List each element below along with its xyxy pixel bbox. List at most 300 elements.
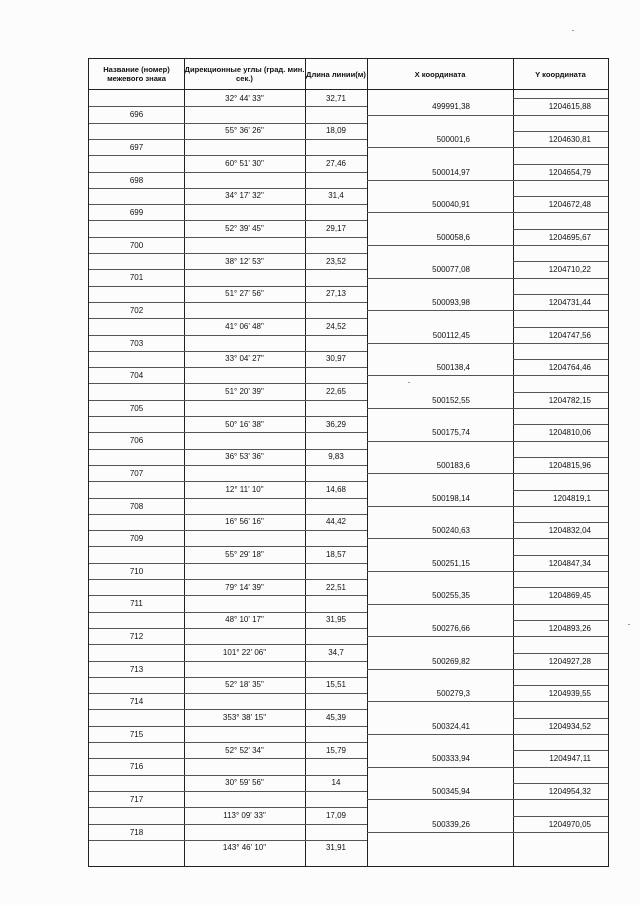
row-divider xyxy=(184,367,305,368)
point-name: 705 xyxy=(129,403,144,413)
point-name: 707 xyxy=(129,468,144,478)
segment-length: 32,71 xyxy=(325,93,347,103)
row-divider xyxy=(184,400,305,401)
row-divider xyxy=(305,693,367,694)
segment-length: 24,52 xyxy=(325,321,347,331)
row-divider xyxy=(513,359,608,360)
segment-length: 34,7 xyxy=(328,647,344,657)
row-divider xyxy=(305,123,367,124)
row-divider xyxy=(184,432,305,433)
row-divider xyxy=(184,106,305,107)
row-divider xyxy=(184,612,305,613)
row-divider xyxy=(367,245,608,246)
point-x: 500324,41 xyxy=(432,721,470,731)
row-divider xyxy=(184,579,305,580)
row-divider xyxy=(367,701,608,702)
point-name: 718 xyxy=(129,827,144,837)
row-divider xyxy=(305,237,367,238)
row-divider xyxy=(184,824,305,825)
row-divider xyxy=(513,261,608,262)
header-y xyxy=(513,59,608,90)
row-divider xyxy=(184,644,305,645)
row-divider xyxy=(513,718,608,719)
point-name: 701 xyxy=(129,273,144,283)
row-divider xyxy=(305,742,367,743)
row-divider xyxy=(89,237,184,238)
row-divider xyxy=(184,383,305,384)
point-name: 702 xyxy=(129,305,144,315)
segment-angle: 51° 27' 56" xyxy=(225,289,264,299)
row-divider xyxy=(305,530,367,531)
segment-angle: 50° 16' 38" xyxy=(225,419,264,429)
point-x: 500040,91 xyxy=(432,200,470,210)
row-divider xyxy=(184,530,305,531)
point-name: 709 xyxy=(129,534,144,544)
point-x: 500333,94 xyxy=(432,754,470,764)
row-divider xyxy=(367,375,608,376)
segment-length: 22,51 xyxy=(325,582,347,592)
row-divider xyxy=(184,269,305,270)
row-divider xyxy=(513,685,608,686)
row-divider xyxy=(89,775,184,776)
row-divider xyxy=(367,832,608,833)
row-divider xyxy=(305,302,367,303)
segment-length: 14 xyxy=(331,778,341,788)
point-y: 1204927,28 xyxy=(548,656,591,666)
scan-speck xyxy=(572,30,574,31)
row-divider xyxy=(367,115,608,116)
point-y: 1204710,22 xyxy=(548,265,591,275)
point-name: 699 xyxy=(129,208,144,218)
segment-length: 44,42 xyxy=(325,517,347,527)
point-y: 1204847,34 xyxy=(548,558,591,568)
row-divider xyxy=(305,563,367,564)
row-divider xyxy=(305,677,367,678)
segment-angle: 51° 20' 39" xyxy=(225,386,264,396)
row-divider xyxy=(513,392,608,393)
row-divider xyxy=(184,661,305,662)
row-divider xyxy=(305,286,367,287)
row-divider xyxy=(89,726,184,727)
point-y: 1204970,05 xyxy=(548,819,591,829)
segment-length: 27,13 xyxy=(325,289,347,299)
point-y: 1204819,1 xyxy=(553,493,591,503)
row-divider xyxy=(367,473,608,474)
row-divider xyxy=(184,449,305,450)
row-divider xyxy=(367,278,608,279)
row-divider xyxy=(305,498,367,499)
row-divider xyxy=(305,661,367,662)
row-divider xyxy=(89,400,184,401)
row-divider xyxy=(89,530,184,531)
point-y: 1204695,67 xyxy=(548,232,591,242)
row-divider xyxy=(184,123,305,124)
point-y: 1204893,26 xyxy=(548,623,591,633)
segment-angle: 79° 14' 39" xyxy=(225,582,264,592)
row-divider xyxy=(367,310,608,311)
point-y: 1204815,96 xyxy=(548,460,591,470)
segment-angle: 38° 12' 53" xyxy=(225,256,264,266)
header-x-label: X координата xyxy=(414,69,466,79)
row-divider xyxy=(184,807,305,808)
segment-length: 9,83 xyxy=(328,452,344,462)
point-name: 711 xyxy=(130,599,143,609)
point-x: 500175,74 xyxy=(432,428,470,438)
row-divider xyxy=(184,286,305,287)
row-divider xyxy=(89,123,184,124)
row-divider xyxy=(89,416,184,417)
row-divider xyxy=(184,204,305,205)
row-divider xyxy=(513,587,608,588)
row-divider xyxy=(89,546,184,547)
row-divider xyxy=(89,351,184,352)
row-divider xyxy=(305,383,367,384)
header-x xyxy=(367,59,513,90)
point-x: 500255,35 xyxy=(432,591,470,601)
scan-speck xyxy=(628,624,630,625)
point-y: 1204947,11 xyxy=(549,754,591,764)
row-divider xyxy=(305,481,367,482)
point-name: 700 xyxy=(129,240,144,250)
row-divider xyxy=(305,449,367,450)
row-divider xyxy=(89,824,184,825)
point-y: 1204731,44 xyxy=(548,297,591,307)
segment-angle: 101° 22' 06" xyxy=(222,647,267,657)
segment-angle: 143° 46' 10" xyxy=(222,843,267,853)
segment-angle: 60° 51' 30" xyxy=(225,158,264,168)
point-x: 500001,6 xyxy=(436,134,470,144)
row-divider xyxy=(513,327,608,328)
point-y: 1204939,55 xyxy=(548,689,591,699)
header-angle xyxy=(184,59,305,90)
point-y: 1204672,48 xyxy=(548,200,591,210)
point-name: 716 xyxy=(129,762,144,772)
row-divider xyxy=(305,546,367,547)
point-x: 500198,14 xyxy=(432,493,470,503)
point-x: 500152,55 xyxy=(432,395,470,405)
header-name xyxy=(89,59,184,90)
point-y: 1204654,79 xyxy=(548,167,591,177)
point-name: 710 xyxy=(129,566,144,576)
segment-length: 18,57 xyxy=(325,549,347,559)
row-divider xyxy=(513,164,608,165)
point-x: 500251,15 xyxy=(432,558,470,568)
row-divider xyxy=(89,644,184,645)
row-divider xyxy=(184,351,305,352)
row-divider xyxy=(89,791,184,792)
row-divider xyxy=(184,758,305,759)
row-divider xyxy=(305,139,367,140)
row-divider xyxy=(184,302,305,303)
row-divider xyxy=(89,709,184,710)
row-divider xyxy=(184,172,305,173)
row-divider xyxy=(184,791,305,792)
segment-angle: 55° 29' 18" xyxy=(225,549,264,559)
row-divider xyxy=(305,220,367,221)
row-divider xyxy=(184,595,305,596)
point-y: 1204615,88 xyxy=(548,102,591,112)
point-x: 500183,6 xyxy=(436,460,470,470)
row-divider xyxy=(89,595,184,596)
point-x: 500093,98 xyxy=(432,297,470,307)
row-divider xyxy=(367,734,608,735)
segment-length: 23,52 xyxy=(325,256,347,266)
row-divider xyxy=(184,220,305,221)
row-divider xyxy=(89,498,184,499)
row-divider xyxy=(305,791,367,792)
row-divider xyxy=(184,139,305,140)
row-divider xyxy=(184,335,305,336)
row-divider xyxy=(89,383,184,384)
segment-length: 31,4 xyxy=(328,191,344,201)
row-divider xyxy=(513,98,608,99)
point-name: 706 xyxy=(129,436,144,446)
segment-angle: 41° 06' 48" xyxy=(225,321,264,331)
point-name: 715 xyxy=(129,729,144,739)
row-divider xyxy=(513,653,608,654)
row-divider xyxy=(305,644,367,645)
header-y-label: Y координата xyxy=(535,69,586,79)
row-divider xyxy=(89,514,184,515)
row-divider xyxy=(89,367,184,368)
point-x: 500279,3 xyxy=(436,689,470,699)
row-divider xyxy=(89,106,184,107)
point-x: 500345,94 xyxy=(432,786,470,796)
point-x: 500240,63 xyxy=(432,526,470,536)
row-divider xyxy=(305,709,367,710)
row-divider xyxy=(89,432,184,433)
segment-length: 14,68 xyxy=(325,484,347,494)
segment-length: 15,79 xyxy=(325,745,347,755)
row-divider xyxy=(305,758,367,759)
row-divider xyxy=(367,147,608,148)
row-divider xyxy=(89,449,184,450)
row-divider xyxy=(305,351,367,352)
segment-length: 22,65 xyxy=(325,386,347,396)
row-divider xyxy=(305,595,367,596)
row-divider xyxy=(367,180,608,181)
point-x: 500058,6 xyxy=(436,232,470,242)
segment-length: 45,39 xyxy=(325,712,347,722)
row-divider xyxy=(89,742,184,743)
row-divider xyxy=(305,106,367,107)
row-divider xyxy=(367,343,608,344)
row-divider xyxy=(184,318,305,319)
row-divider xyxy=(305,416,367,417)
row-divider xyxy=(305,172,367,173)
row-divider xyxy=(89,807,184,808)
row-divider xyxy=(367,604,608,605)
header-angle-label: Дирекционные углы (град. мин. сек.) xyxy=(184,65,305,83)
row-divider xyxy=(367,571,608,572)
segment-angle: 16° 56' 16" xyxy=(225,517,264,527)
row-divider xyxy=(89,693,184,694)
row-divider xyxy=(513,294,608,295)
row-divider xyxy=(89,465,184,466)
row-divider xyxy=(89,188,184,189)
row-divider xyxy=(367,441,608,442)
row-divider xyxy=(89,253,184,254)
row-divider xyxy=(89,758,184,759)
row-divider xyxy=(89,155,184,156)
segment-angle: 34° 17' 32" xyxy=(225,191,264,201)
header-length xyxy=(305,59,367,90)
row-divider xyxy=(367,767,608,768)
row-divider xyxy=(89,579,184,580)
row-divider xyxy=(184,465,305,466)
row-divider xyxy=(89,677,184,678)
row-divider xyxy=(513,816,608,817)
row-divider xyxy=(184,498,305,499)
row-divider xyxy=(513,490,608,491)
point-x: 500112,45 xyxy=(432,330,470,340)
row-divider xyxy=(184,546,305,547)
point-name: 704 xyxy=(129,371,144,381)
row-divider xyxy=(89,172,184,173)
row-divider xyxy=(184,188,305,189)
row-divider xyxy=(184,253,305,254)
row-divider xyxy=(305,400,367,401)
row-divider xyxy=(184,628,305,629)
header-length-label: Длина линии(м) xyxy=(306,69,366,79)
row-divider xyxy=(513,555,608,556)
row-divider xyxy=(513,457,608,458)
point-y: 1204782,15 xyxy=(548,395,591,405)
row-divider xyxy=(305,204,367,205)
row-divider xyxy=(305,188,367,189)
row-divider xyxy=(513,750,608,751)
point-y: 1204630,81 xyxy=(548,134,591,144)
row-divider xyxy=(305,432,367,433)
point-x: 500077,08 xyxy=(432,265,470,275)
point-y: 1204747,56 xyxy=(548,330,591,340)
row-divider xyxy=(184,563,305,564)
row-divider xyxy=(305,775,367,776)
point-name: 708 xyxy=(129,501,144,511)
row-divider xyxy=(513,229,608,230)
segment-angle: 48° 10' 17" xyxy=(225,615,264,625)
row-divider xyxy=(89,286,184,287)
row-divider xyxy=(89,302,184,303)
row-divider xyxy=(89,563,184,564)
row-divider xyxy=(305,367,367,368)
row-divider xyxy=(184,416,305,417)
segment-angle: 52° 39' 45" xyxy=(225,223,264,233)
row-divider xyxy=(89,628,184,629)
point-y: 1204934,52 xyxy=(548,721,591,731)
point-y: 1204764,46 xyxy=(548,363,591,373)
row-divider xyxy=(305,155,367,156)
point-x: 500014,97 xyxy=(432,167,470,177)
row-divider xyxy=(89,661,184,662)
row-divider xyxy=(305,824,367,825)
segment-length: 31,91 xyxy=(325,843,347,853)
row-divider xyxy=(89,481,184,482)
row-divider xyxy=(184,481,305,482)
coordinates-table xyxy=(88,58,609,867)
row-divider xyxy=(367,408,608,409)
row-divider xyxy=(89,612,184,613)
row-divider xyxy=(513,783,608,784)
row-divider xyxy=(89,220,184,221)
point-name: 714 xyxy=(129,697,144,707)
point-name: 717 xyxy=(129,794,144,804)
segment-angle: 36° 53' 36" xyxy=(225,452,264,462)
segment-length: 15,51 xyxy=(325,680,347,690)
row-divider xyxy=(89,840,184,841)
segment-angle: 33° 04' 27" xyxy=(225,354,264,364)
point-y: 1204954,32 xyxy=(548,786,591,796)
point-y: 1204832,04 xyxy=(548,526,591,536)
segment-length: 18,09 xyxy=(325,126,347,136)
point-name: 712 xyxy=(129,631,144,641)
row-divider xyxy=(89,318,184,319)
segment-angle: 30° 59' 56" xyxy=(225,778,264,788)
row-divider xyxy=(89,139,184,140)
row-divider xyxy=(513,131,608,132)
row-divider xyxy=(89,335,184,336)
row-divider xyxy=(305,840,367,841)
row-divider xyxy=(184,775,305,776)
row-divider xyxy=(184,726,305,727)
row-divider xyxy=(367,538,608,539)
row-divider xyxy=(184,237,305,238)
segment-angle: 55° 36' 26" xyxy=(225,126,264,136)
segment-angle: 113° 09' 33" xyxy=(223,810,266,820)
point-x: 500276,66 xyxy=(432,623,470,633)
segment-length: 31,95 xyxy=(325,615,347,625)
row-divider xyxy=(305,253,367,254)
segment-angle: 12° 11' 10" xyxy=(225,484,264,494)
header-name-label: Название (номер) межевого знака xyxy=(103,65,170,83)
row-divider xyxy=(513,522,608,523)
row-divider xyxy=(513,424,608,425)
row-divider xyxy=(184,155,305,156)
segment-angle: 32° 44' 33" xyxy=(225,93,264,103)
row-divider xyxy=(367,506,608,507)
point-x: 500138,4 xyxy=(436,363,470,373)
point-x: 500269,82 xyxy=(432,656,470,666)
row-divider xyxy=(89,204,184,205)
point-y: 1204869,45 xyxy=(548,591,591,601)
row-divider xyxy=(305,628,367,629)
row-divider xyxy=(305,514,367,515)
row-divider xyxy=(305,335,367,336)
row-divider xyxy=(184,840,305,841)
row-divider xyxy=(367,636,608,637)
row-divider xyxy=(367,669,608,670)
row-divider xyxy=(305,579,367,580)
segment-length: 27,46 xyxy=(325,158,347,168)
row-divider xyxy=(305,807,367,808)
row-divider xyxy=(184,514,305,515)
row-divider xyxy=(367,212,608,213)
point-name: 696 xyxy=(129,110,144,120)
segment-angle: 52° 18' 35" xyxy=(225,680,264,690)
point-y: 1204810,06 xyxy=(548,428,591,438)
row-divider xyxy=(89,269,184,270)
row-divider xyxy=(513,196,608,197)
row-divider xyxy=(513,620,608,621)
point-name: 697 xyxy=(129,142,144,152)
point-x: 499991,38 xyxy=(432,102,470,112)
row-divider xyxy=(305,726,367,727)
segment-angle: 52° 52' 34" xyxy=(225,745,264,755)
segment-length: 17,09 xyxy=(325,810,347,820)
row-divider xyxy=(184,677,305,678)
row-divider xyxy=(367,799,608,800)
point-x: 500339,26 xyxy=(432,819,470,829)
